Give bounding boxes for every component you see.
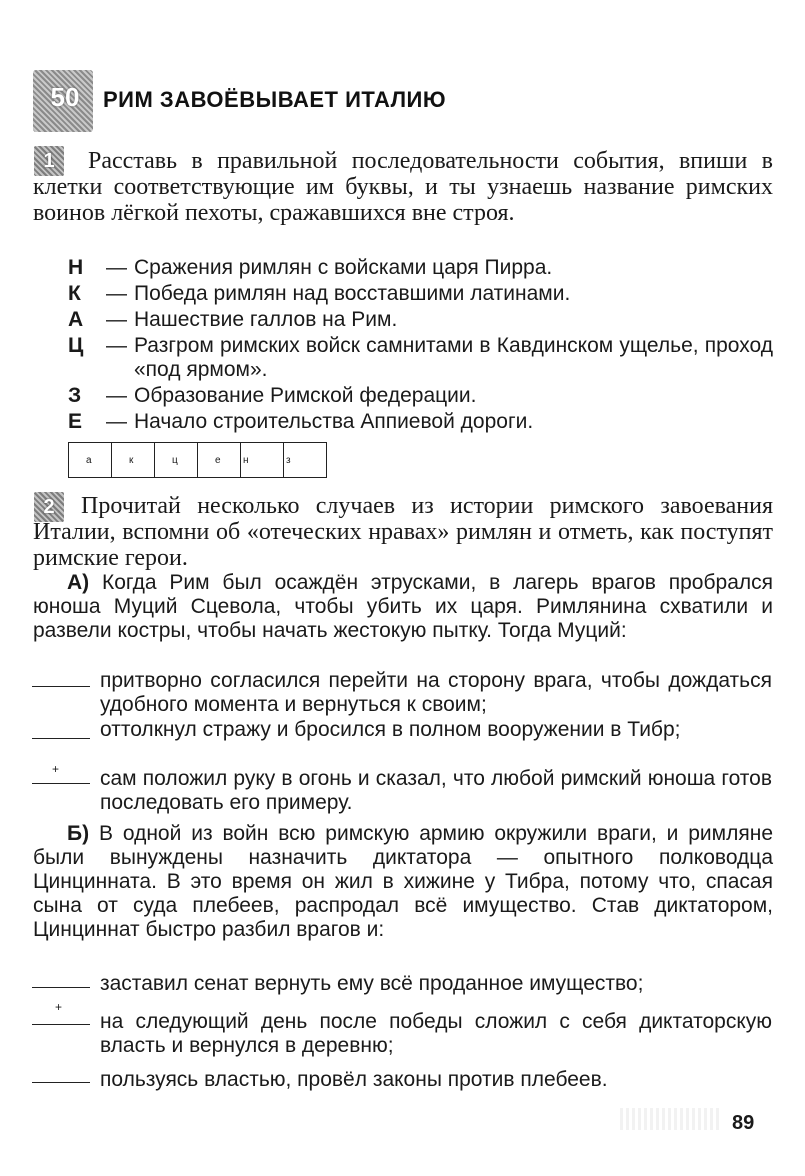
answer-cell-letter: ц <box>172 455 178 466</box>
answer-cell-letter: а <box>86 455 92 466</box>
task-2-number: 2 <box>43 496 55 518</box>
event-dash: — <box>106 384 127 407</box>
answer-cell[interactable] <box>284 443 326 477</box>
answer-blank[interactable] <box>32 738 90 739</box>
answer-cell[interactable] <box>155 443 198 477</box>
answer-cell[interactable] <box>69 443 112 477</box>
event-dash: — <box>106 308 127 331</box>
task-2-instruction: Прочитай несколько случаев из истории римского завоевания Италии, вспомни об «отеческих нравах» римлян и отметь, как поступят римские герои. <box>33 493 773 571</box>
event-dash: — <box>106 256 127 279</box>
part-b-label: Б) <box>67 822 90 845</box>
option-text: заставил сенат вернуть ему всё проданное имущество; <box>100 972 644 995</box>
event-text: Разгром римских войск самнитами в Кавдинском ущелье, проход «под ярмом». <box>134 334 773 381</box>
answer-grid <box>68 442 327 478</box>
page-number: 89 <box>732 1112 755 1134</box>
page-corner-shade <box>620 1108 720 1130</box>
answer-mark: + <box>52 762 60 776</box>
event-letter: З <box>68 384 82 407</box>
part-a-text: Когда Рим был осаждён этрусками, в лагерь врагов пробрался юноша Муций Сцевола, чтобы убить их царя. Римлянина схватили и развели костры, чтобы начать жестокую пытку. Тогда Муций: <box>33 571 773 642</box>
answer-cell[interactable] <box>112 443 155 477</box>
answer-cell[interactable] <box>241 443 284 477</box>
option-text: притворно согласился перейти на сторону врага, чтобы дождаться удобного момента и вернуться к своим; <box>100 669 772 716</box>
option-text: оттолкнул стражу и бросился в полном вооружении в Тибр; <box>100 718 681 741</box>
event-item <box>68 282 773 306</box>
event-item <box>68 334 773 382</box>
event-item <box>68 410 773 434</box>
event-text: Сражения римлян с войсками царя Пирра. <box>134 256 553 279</box>
answer-mark: + <box>55 1000 63 1014</box>
answer-blank[interactable] <box>32 987 90 988</box>
answer-cell-letter: к <box>129 455 134 466</box>
answer-blank[interactable] <box>32 1082 90 1083</box>
event-text: Нашествие галлов на Рим. <box>134 308 398 331</box>
task-1-event-list <box>68 256 773 434</box>
event-dash: — <box>106 410 127 433</box>
option-text: на следующий день после победы сложил с себя диктаторскую власть и вернулся в деревню; <box>100 1010 772 1057</box>
lesson-number: 50 <box>50 82 80 112</box>
answer-cell-letter: е <box>215 455 221 466</box>
event-dash: — <box>106 334 127 357</box>
part-a-paragraph <box>33 571 773 643</box>
answer-cell[interactable] <box>198 443 241 477</box>
event-letter: Е <box>68 410 83 433</box>
answer-blank[interactable] <box>32 1024 90 1025</box>
task-1-number: 1 <box>43 150 55 172</box>
event-letter: А <box>68 308 84 331</box>
task-1-instruction: Расставь в правильной последовательности события, впиши в клетки соответствующие им буквы, и ты узнаешь название римских воинов лёгкой пехоты, сражавшихся вне строя. <box>33 148 773 226</box>
event-item <box>68 256 773 280</box>
event-dash: — <box>106 282 127 305</box>
event-text: Образование Римской федерации. <box>134 384 477 407</box>
event-text: Победа римлян над восставшими латинами. <box>134 282 571 305</box>
event-item <box>68 384 773 408</box>
event-letter: К <box>68 282 81 305</box>
event-letter: Ц <box>68 334 84 357</box>
answer-cell-letter: з <box>286 455 291 466</box>
event-item <box>68 308 773 332</box>
answer-cell-letter: н <box>243 455 249 466</box>
option-text: сам положил руку в огонь и сказал, что любой римский юноша готов последовать его примеру. <box>100 767 772 814</box>
part-b-text: В одной из войн всю римскую армию окружили враги, и римляне были вынуждены назначить диктатора — опытного полководца Цинцинната. В это время он жил в хижине у Тибра, потому что, спасая сына от суда плебеев, распродал всё имущество. Став диктатором, Цинциннат быстро разбил врагов и: <box>33 822 774 941</box>
answer-blank[interactable] <box>32 686 90 687</box>
event-letter: Н <box>68 256 84 279</box>
event-text: Начало строительства Аппиевой дороги. <box>134 410 534 433</box>
part-a-label: А) <box>67 571 90 594</box>
answer-blank[interactable] <box>32 783 90 784</box>
part-b-paragraph <box>33 822 773 942</box>
lesson-title: РИМ ЗАВОЁВЫВАЕТ ИТАЛИЮ <box>103 87 447 112</box>
option-text: пользуясь властью, провёл законы против плебеев. <box>100 1068 608 1091</box>
